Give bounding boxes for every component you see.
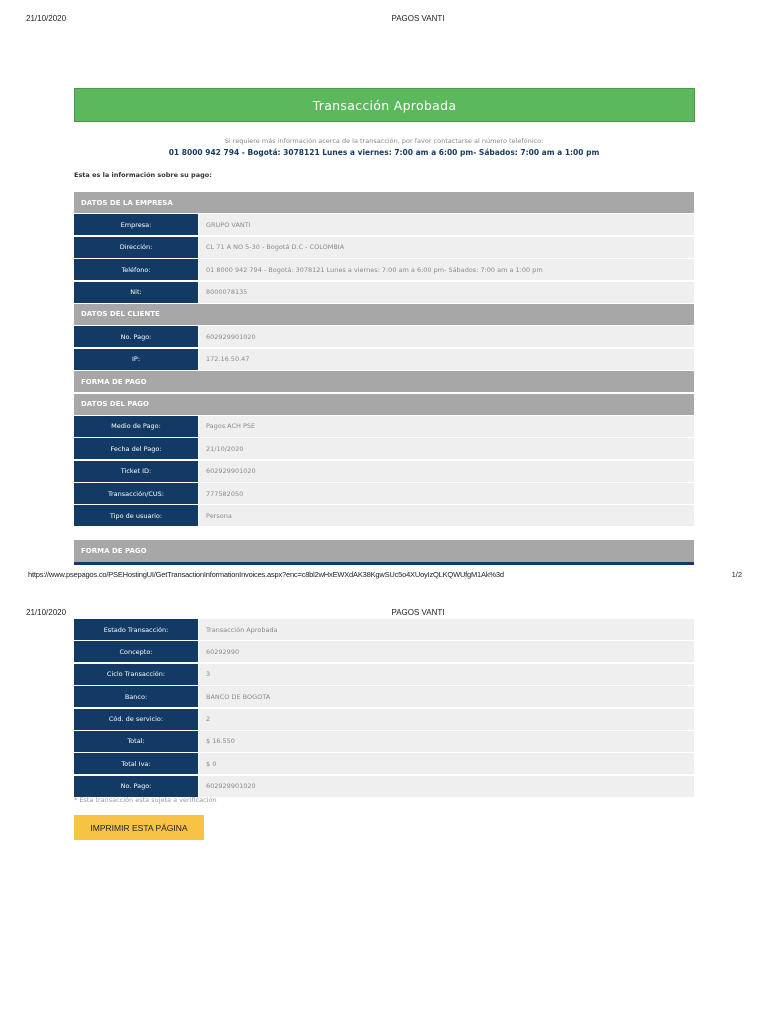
- table-row: [74, 776, 694, 797]
- section-header: DATOS DEL CLIENTE: [74, 304, 694, 325]
- row-value: 21/10/2020: [199, 438, 694, 459]
- table-row: [74, 753, 694, 774]
- table-row: [74, 326, 694, 347]
- row-value: $ 16.550: [199, 731, 694, 752]
- row-value: 01 8000 942 794 - Bogotá: 3078121 Lunes a viernes: 7:00 am a 6:00 pm- Sábados: 7:00 am a 1:00 pm: [199, 259, 694, 280]
- row-label: Total:: [74, 731, 198, 752]
- row-label: Nit:: [74, 282, 198, 303]
- page2-header-title: PAGOS VANTI: [391, 608, 445, 617]
- row-label: Ticket ID:: [74, 461, 198, 482]
- row-value: 60292990: [199, 641, 694, 662]
- transaction-status-banner: Transacción Aprobada: [74, 88, 695, 122]
- row-value: 602929901020: [199, 461, 694, 482]
- page-url: https://www.psepagos.co/PSEHostingUI/GetTransactionInformationInvoices.aspx?enc=c8bl2wHxEWXdAK38KgwSUc5o4XUoyIzQLKQWUfgM1Ak%3d: [28, 570, 504, 579]
- payment-method-section-continued: [74, 540, 694, 567]
- row-value: Pagos ACH PSE: [199, 416, 694, 437]
- table-row: [74, 619, 694, 640]
- table-row: [74, 416, 694, 437]
- page-number: 1/2: [731, 570, 742, 579]
- row-label: IP:: [74, 349, 198, 370]
- print-page-button[interactable]: IMPRIMIR ESTA PÁGINA: [74, 815, 204, 840]
- row-value: 3: [199, 664, 694, 685]
- row-value: Transacción Aprobada: [199, 619, 694, 640]
- row-value: Persona: [199, 505, 694, 526]
- row-label: Total Iva:: [74, 753, 198, 774]
- contact-info-text: Si requiere más información acerca de la transacción, por favor contactarse al número telefónico:: [224, 137, 544, 145]
- row-label: Transacción/CUS:: [74, 483, 198, 504]
- verification-note: * Esta transacción esta sujeta a verificación: [74, 796, 217, 804]
- payment-info-intro: Esta es la información sobre su pago:: [74, 171, 212, 179]
- row-value: $ 0: [199, 753, 694, 774]
- row-label: No. Pago:: [74, 776, 198, 797]
- row-label: Dirección:: [74, 237, 198, 258]
- table-row: [74, 686, 694, 707]
- table-row: [74, 641, 694, 662]
- row-label: Teléfono:: [74, 259, 198, 280]
- row-value: 777582050: [199, 483, 694, 504]
- row-value: 8000078135: [199, 282, 694, 303]
- table-row: [74, 237, 694, 258]
- section-header: DATOS DE LA EMPRESA: [74, 192, 694, 213]
- table-row: [74, 282, 694, 303]
- table-row: [74, 349, 694, 370]
- row-value: BANCO DE BOGOTA: [199, 686, 694, 707]
- page2-header-date: 21/10/2020: [26, 608, 67, 617]
- table-row: [74, 664, 694, 685]
- contact-phone-line: 01 8000 942 794 - Bogotá: 3078121 Lunes a viernes: 7:00 am a 6:00 pm- Sábados: 7:00 am a 1:00 pm: [168, 148, 600, 157]
- row-value: 602929901020: [199, 776, 694, 797]
- table-row: [74, 483, 694, 504]
- row-label: Tipo de usuario:: [74, 505, 198, 526]
- table-row: [74, 259, 694, 280]
- row-value: 602929901020: [199, 326, 694, 347]
- table-row: [74, 731, 694, 752]
- row-label: Empresa:: [74, 214, 198, 235]
- row-label: Banco:: [74, 686, 198, 707]
- payment-details-table: [74, 192, 694, 528]
- page-header-title: PAGOS VANTI: [391, 14, 445, 23]
- row-label: Ciclo Transacción:: [74, 664, 198, 685]
- row-label: Medio de Pago:: [74, 416, 198, 437]
- table-row: [74, 214, 694, 235]
- section-header: FORMA DE PAGO: [74, 371, 694, 392]
- section-header: DATOS DEL PAGO: [74, 394, 694, 415]
- table-row: [74, 461, 694, 482]
- row-value: 172.16.50.47: [199, 349, 694, 370]
- row-value: 2: [199, 709, 694, 730]
- row-value: GRUPO VANTI: [199, 214, 694, 235]
- row-label: Cód. de servicio:: [74, 709, 198, 730]
- row-value: CL 71 A NO 5-30 - Bogotá D.C - COLOMBIA: [199, 237, 694, 258]
- section-header: FORMA DE PAGO: [74, 540, 694, 565]
- row-label: Fecha del Pago:: [74, 438, 198, 459]
- row-label: Estado Transacción:: [74, 619, 198, 640]
- page-header-date: 21/10/2020: [26, 14, 67, 23]
- row-label: No. Pago:: [74, 326, 198, 347]
- table-row: [74, 438, 694, 459]
- table-row: [74, 709, 694, 730]
- transaction-details-table: [74, 619, 694, 798]
- table-row: [74, 505, 694, 526]
- row-label: Concepto:: [74, 641, 198, 662]
